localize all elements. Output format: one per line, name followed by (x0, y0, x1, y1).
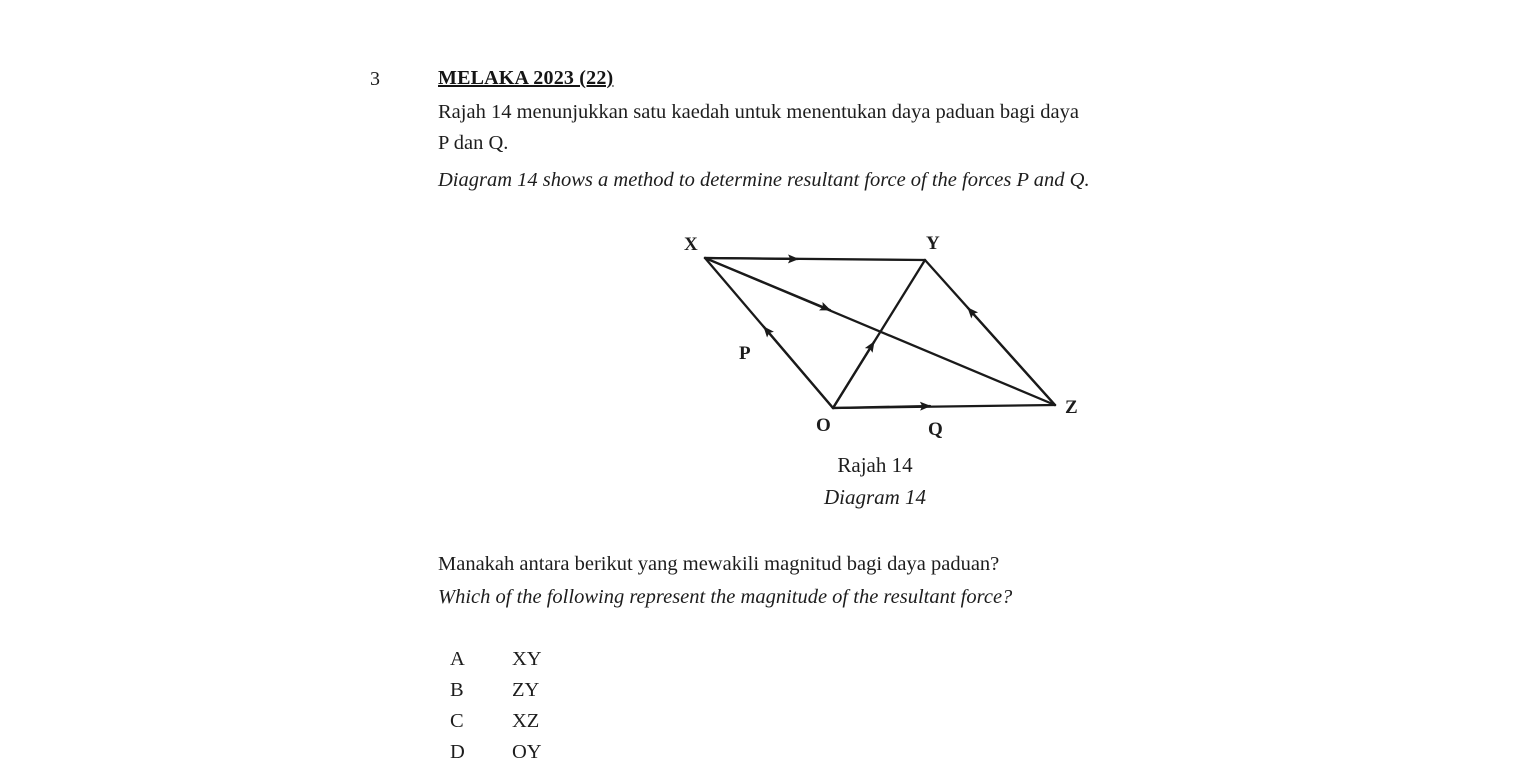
vector-OX-force-P (705, 258, 833, 408)
vector-ZY (925, 260, 1055, 405)
question-prompt-malay: Manakah antara berikut yang mewakili magnitud bagi daya paduan? (438, 553, 1000, 575)
question-heading: MELAKA 2023 (22) (438, 67, 614, 89)
vertex-label-Z: Z (1065, 397, 1078, 418)
question-prompt (438, 548, 1338, 614)
vector-OY (833, 260, 925, 408)
vector-OZ-force-Q (833, 405, 1055, 408)
vertex-label-O: O (816, 415, 831, 436)
answer-option-d-letter: D (450, 741, 465, 763)
answer-option-c[interactable] (450, 710, 750, 741)
question-number: 3 (370, 68, 380, 90)
answer-option-a-text: XY (512, 648, 542, 670)
diagram-caption-malay: Rajah 14 (837, 453, 913, 477)
vertex-label-Y: Y (926, 233, 940, 254)
answer-option-b[interactable] (450, 679, 750, 710)
question-stem-english: Diagram 14 shows a method to determine resultant force of the forces P and Q. (438, 169, 1090, 192)
force-label-Q: Q (928, 419, 943, 440)
question-stem-malay-line-2: P dan Q. (438, 132, 509, 155)
question-prompt-english: Which of the following represent the magnitude of the resultant force? (438, 585, 1013, 608)
answer-option-a[interactable] (450, 648, 750, 679)
question-body (438, 66, 1328, 196)
answer-option-c-text: XZ (512, 710, 540, 732)
answer-option-a-letter: A (450, 648, 465, 670)
force-parallelogram-diagram (640, 222, 1110, 452)
diagram-caption-english: Diagram 14 (823, 484, 927, 509)
answer-options (450, 648, 750, 772)
diagram-svg (640, 222, 1110, 452)
answer-option-d-text: OY (512, 741, 542, 763)
vertex-label-X: X (684, 234, 698, 255)
answer-option-d[interactable] (450, 741, 750, 772)
answer-option-b-letter: B (450, 679, 464, 701)
answer-option-c-letter: C (450, 710, 464, 732)
question-stem-malay-line-1: Rajah 14 menunjukkan satu kaedah untuk menentukan daya paduan bagi daya (438, 101, 1079, 123)
vector-XY (705, 258, 925, 260)
diagram-caption (640, 450, 1110, 513)
answer-option-b-text: ZY (512, 679, 540, 701)
force-label-P: P (739, 343, 751, 364)
